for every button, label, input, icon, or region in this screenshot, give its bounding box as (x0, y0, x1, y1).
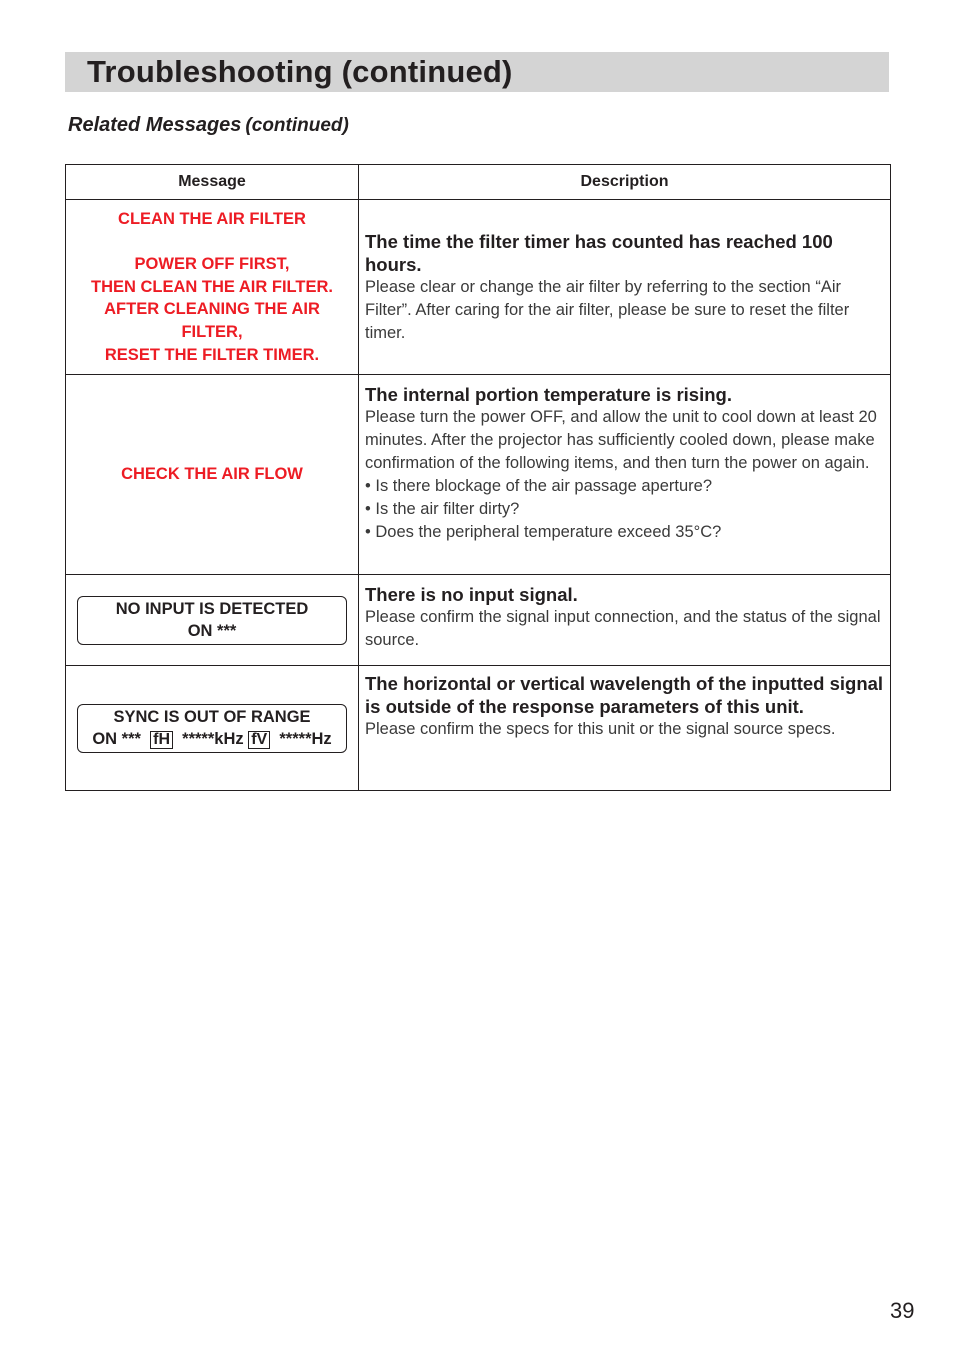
message-cell (66, 200, 359, 375)
message-fragment: ON *** (92, 729, 141, 748)
message-line: ON *** (187, 621, 237, 640)
description-heading: The horizontal or vertical wavelength of the inputted signal is outside of the response parameters of this unit. (365, 673, 884, 717)
onscreen-message-box (77, 596, 347, 645)
message-fragment: *****Hz (279, 729, 332, 748)
message-cell (66, 666, 359, 791)
message-line: RESET THE FILTER TIMER. (104, 345, 320, 364)
description-body: Please turn the power OFF, and allow the unit to cool down at least 20 minutes. After the projector has sufficiently cooled down, please make confirmation of the following items, and then turn the power on again. (365, 408, 877, 472)
warning-message: CHECK THE AIR FLOW (121, 465, 303, 484)
table-row (66, 375, 891, 575)
header-message: Message (66, 165, 359, 200)
warning-message (66, 208, 358, 367)
description-cell (359, 200, 891, 375)
message-line: NO INPUT IS DETECTED (115, 599, 309, 618)
page-number: 39 (890, 1298, 915, 1323)
description-cell (359, 375, 891, 575)
message-line: CLEAN THE AIR FILTER (118, 209, 306, 228)
table-row (66, 200, 891, 375)
message-line: SYNC IS OUT OF RANGE (113, 707, 311, 726)
message-line: THEN CLEAN THE AIR FILTER. (91, 277, 333, 296)
description-heading: There is no input signal. (365, 584, 578, 605)
onscreen-message-box (77, 704, 347, 753)
description-body: Please confirm the specs for this unit or the signal source specs. (365, 720, 836, 738)
table-header-row (66, 165, 891, 200)
fh-label: fH (150, 731, 173, 749)
table-row (66, 575, 891, 666)
description-heading: The time the filter timer has counted has reached 100 hours. (365, 230, 833, 275)
message-cell (66, 375, 359, 575)
message-fragment: *****kHz (182, 729, 244, 748)
messages-table (65, 164, 891, 791)
fv-label: fV (248, 731, 270, 749)
message-line (78, 728, 346, 750)
bullet-item: • Does the peripheral temperature exceed 35°C? (365, 523, 722, 541)
description-body: Please confirm the signal input connection, and the status of the signal source. (365, 608, 881, 649)
title-bar (65, 52, 889, 92)
description-heading: The internal portion temperature is rising. (365, 384, 732, 405)
description-cell (359, 666, 891, 791)
message-line: AFTER CLEANING THE AIR (104, 300, 320, 319)
table-row (66, 666, 891, 791)
section-heading (68, 114, 349, 137)
description-cell (359, 575, 891, 666)
message-line: FILTER, (181, 323, 243, 342)
message-cell (66, 575, 359, 666)
section-title: Related Messages (68, 114, 242, 136)
bullet-item: • Is there blockage of the air passage aperture? (365, 477, 712, 495)
message-line: POWER OFF FIRST, (134, 254, 290, 273)
bullet-item: • Is the air filter dirty? (365, 500, 520, 518)
section-title-suffix: (continued) (245, 115, 349, 136)
header-description: Description (359, 165, 891, 200)
description-body: Please clear or change the air filter by referring to the section “Air Filter”. After caring for the air filter, please be sure to reset the filter timer. (365, 277, 850, 342)
page-title: Troubleshooting (continued) (87, 54, 513, 89)
